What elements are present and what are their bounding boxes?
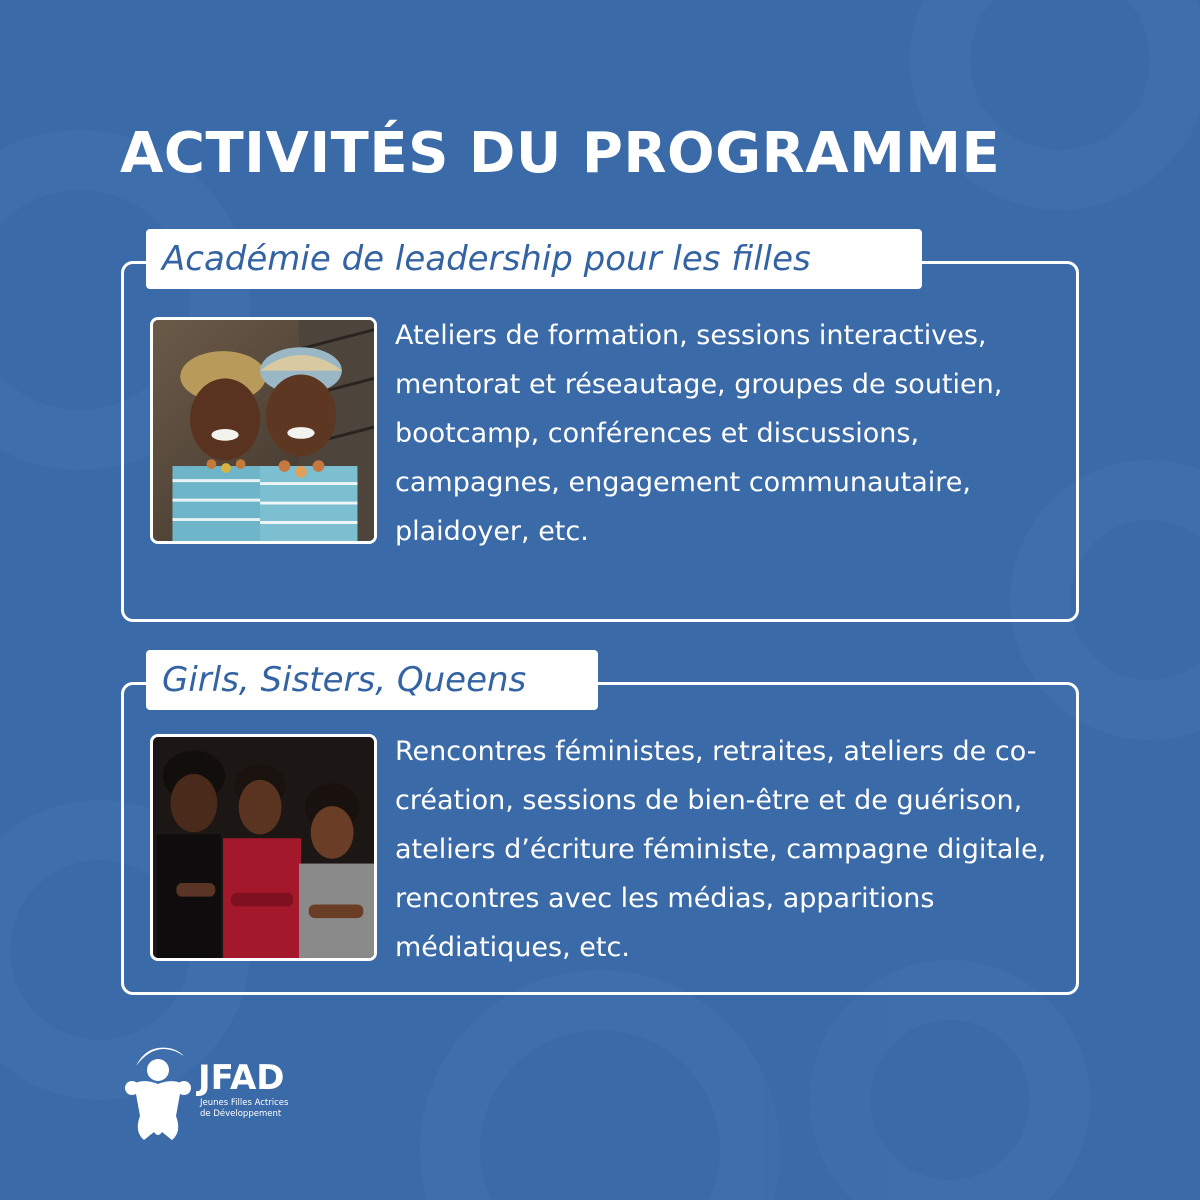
section-description: Rencontres féministes, retraites, ateliers de co-création, sessions de bien-être et de guérison, ateliers d’écriture féministe, campagne digitale, rencontres avec les médias, apparitions médiatiques, etc.	[395, 736, 1047, 963]
jfad-figure-icon	[118, 1040, 196, 1144]
page-title: ACTIVITÉS DU PROGRAMME	[120, 121, 1001, 186]
section-label: Girls, Sisters, Queens	[146, 650, 598, 710]
logo-tagline-line-1: Jeunes Filles Actrices	[200, 1098, 289, 1108]
jfad-logo	[118, 1040, 318, 1150]
section-card-girls-sisters-queens	[121, 660, 1079, 995]
logo-tagline	[200, 1098, 320, 1120]
section-photo-three-women	[150, 734, 377, 961]
section-photo-two-girls	[150, 317, 377, 544]
section-label: Académie de leadership pour les filles	[146, 229, 922, 289]
section-card-leadership-academy	[121, 239, 1079, 622]
logo-tagline-line-2: de Développement	[200, 1109, 282, 1119]
section-description: Ateliers de formation, sessions interactives, mentorat et réseautage, groupes de soutien, bootcamp, conférences et discussions, campagnes, engagement communautaire, plaidoyer, etc.	[395, 320, 1003, 547]
logo-name: JFAD	[198, 1058, 285, 1098]
